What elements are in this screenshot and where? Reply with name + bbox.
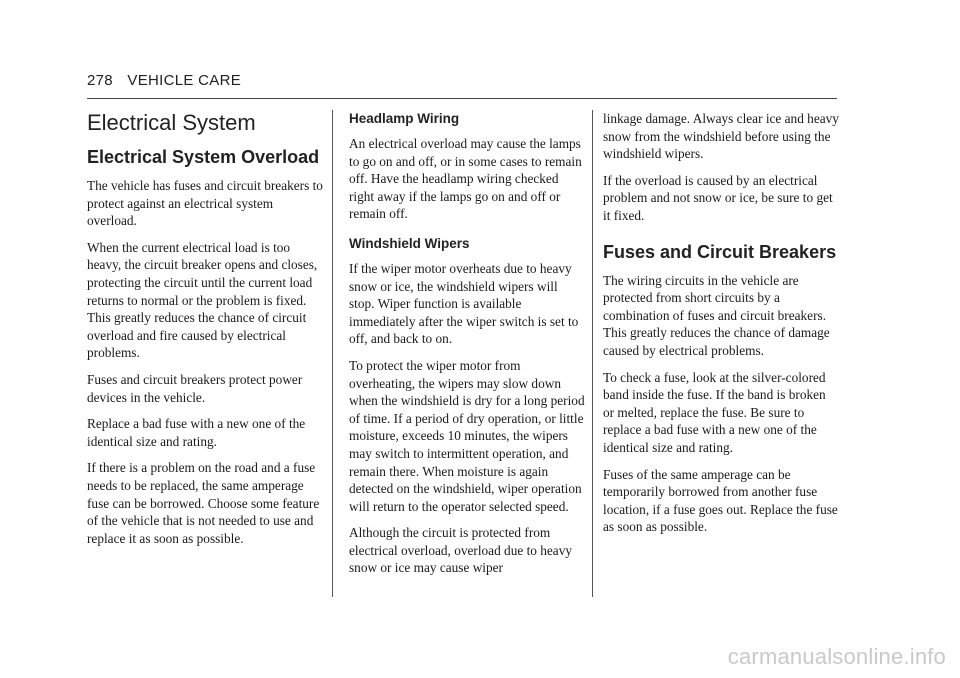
watermark: carmanualsonline.info bbox=[727, 644, 946, 669]
column-3 bbox=[603, 110, 839, 545]
paragraph: Although the circuit is protected from electrical overload, overload due to heavy snow or ice may cause wiper bbox=[349, 525, 572, 576]
paragraph: When the current electrical load is too heavy, the circuit breaker opens and closes, protecting the circuit until the current load returns to normal or the problem is fixed. This greatly reduces the chance of circuit overload and fire caused by electrical problems. bbox=[87, 239, 318, 361]
paragraph: Replace a bad fuse with a new one of the identical size and rating. bbox=[87, 416, 306, 449]
column-divider-2 bbox=[592, 110, 593, 597]
paragraph: If there is a problem on the road and a fuse needs to be replaced, the same amperage fuse can be borrowed. Choose some feature of the vehicle that is not needed to use and replace it as soon as possible. bbox=[87, 460, 320, 546]
paragraph: To protect the wiper motor from overheating, the wipers may slow down when the windshield is dry for a long period of time. If a period of dry operation, or little moisture, exceeds 10 minutes, the wipers may switch to intermittent operation, and remain there. When moisture is again detected on the windshield, wiper operation will return to the operator selected speed. bbox=[349, 357, 585, 514]
column-divider-1 bbox=[332, 110, 333, 597]
page-header bbox=[87, 72, 241, 89]
paragraph: linkage damage. Always clear ice and heavy snow from the windshield before using the windshield wipers. bbox=[603, 111, 839, 162]
heading-electrical-system-overload: Electrical System Overload bbox=[87, 147, 320, 167]
heading-fuses-and-circuit-breakers: Fuses and Circuit Breakers bbox=[603, 241, 837, 262]
heading-windshield-wipers: Windshield Wipers bbox=[349, 235, 470, 251]
paragraph: Fuses and circuit breakers protect power devices in the vehicle. bbox=[87, 371, 303, 405]
running-section-title: VEHICLE CARE bbox=[127, 72, 242, 89]
header-divider bbox=[87, 98, 837, 99]
page-number: 278 bbox=[87, 72, 113, 89]
paragraph: An electrical overload may cause the lamps to go on and off, or in some cases to remain off. Have the headlamp wiring checked right away if the lamps go on and off or remain off. bbox=[349, 136, 582, 222]
paragraph: Fuses of the same amperage can be temporarily borrowed from another fuse location, if a fuse goes out. Replace the fuse as soon as possible. bbox=[603, 466, 838, 535]
paragraph: If the overload is caused by an electrical problem and not snow or ice, be sure to get it fixed. bbox=[603, 172, 833, 223]
paragraph: The vehicle has fuses and circuit breakers to protect against an electrical system overload. bbox=[87, 178, 323, 229]
paragraph: If the wiper motor overheats due to heavy snow or ice, the windshield wipers will stop. Wiper function is available immediately after the wiper switch is set to off, and back to on. bbox=[349, 260, 579, 347]
paragraph: The wiring circuits in the vehicle are protected from short circuits by a combination of fuses and circuit breakers. This greatly reduces the chance of damage caused by electrical problems. bbox=[603, 272, 830, 358]
paragraph: To check a fuse, look at the silver-colored band inside the fuse. If the band is broken or melted, replace the fuse. Be sure to replace a bad fuse with a new one of the identical size and rating. bbox=[603, 369, 826, 455]
heading-headlamp-wiring: Headlamp Wiring bbox=[349, 111, 460, 126]
section-title: Electrical System bbox=[87, 110, 256, 135]
column-1 bbox=[87, 110, 323, 556]
column-2 bbox=[349, 110, 585, 586]
